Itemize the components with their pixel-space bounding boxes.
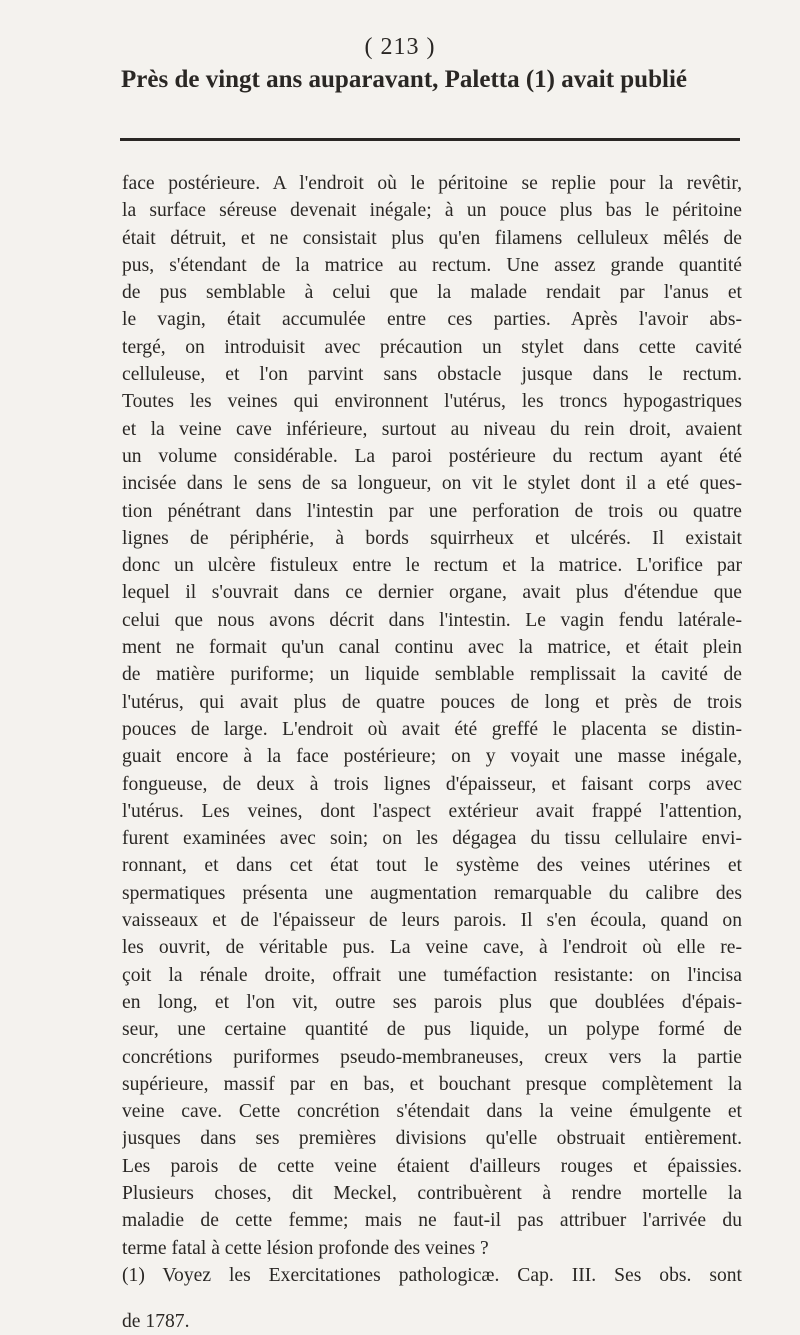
- text-line: celui que nous avons décrit dans l'intestin. Le vagin fendu latérale-: [122, 609, 742, 631]
- text-line: tion pénétrant dans l'intestin par une perforation de trois ou quatre: [122, 500, 742, 522]
- text-line: ronnant, et dans cet état tout le système des veines utérines et: [122, 855, 742, 877]
- text-line: spermatiques présenta une augmentation remarquable du calibre des: [122, 882, 742, 904]
- text-line: vaisseaux et de l'épaisseur de leurs parois. Il s'en écoula, quand on: [122, 910, 742, 932]
- text-line: et la veine cave inférieure, surtout au niveau du rein droit, avaient: [122, 418, 742, 440]
- page-number: ( 213 ): [364, 34, 436, 60]
- header-rule: [120, 138, 740, 141]
- text-line: donc un ulcère fistuleux entre le rectum et la matrice. L'orifice par: [122, 555, 742, 577]
- text-line: un volume considérable. La paroi postérieure du rectum ayant été: [122, 445, 742, 467]
- footnote-line: de 1787.: [122, 1311, 190, 1332]
- text-line: concrétions puriformes pseudo-membraneuses, creux vers la partie: [122, 1046, 742, 1068]
- text-line: en long, et l'on vit, outre ses parois plus que doublées d'épais-: [122, 991, 742, 1013]
- text-line: seur, une certaine quantité de pus liquide, un polype formé de: [122, 1019, 742, 1041]
- text-line: maladie de cette femme; mais ne faut-il pas attribuer l'arrivée du: [122, 1210, 742, 1232]
- text-line: incisée dans le sens de sa longueur, on vit le stylet dont il a eté ques-: [122, 473, 742, 495]
- text-line: la surface séreuse devenait inégale; à un pouce plus bas le péritoine: [122, 200, 742, 222]
- footnote-line: (1) Voyez les Exercitationes pathologicæ. Cap. III. Ses obs. sont: [122, 1264, 742, 1286]
- text-line: le vagin, était accumulée entre ces parties. Après l'avoir abs-: [122, 309, 742, 331]
- running-head: Près de vingt ans auparavant, Paletta (1) avait publié: [121, 66, 687, 93]
- text-line: terme fatal à cette lésion profonde des veines ?: [122, 1237, 489, 1259]
- text-line: Les parois de cette veine étaient d'ailleurs rouges et épaissies.: [122, 1155, 742, 1177]
- text-line: de matière puriforme; un liquide semblable remplissait la cavité de: [122, 664, 742, 686]
- text-line: fongueuse, de deux à trois lignes d'épaisseur, et faisant corps avec: [122, 773, 742, 795]
- text-line: lignes de périphérie, à bords squirrheux et ulcérés. Il existait: [122, 527, 742, 549]
- text-line: les ouvrit, de véritable pus. La veine cave, à l'endroit où elle re-: [122, 937, 742, 959]
- text-line: l'utérus, qui avait plus de quatre pouces de long et près de trois: [122, 691, 742, 713]
- text-line: pus, s'étendant de la matrice au rectum. Une assez grande quantité: [122, 254, 742, 276]
- footnote: [122, 1308, 742, 1335]
- text-line: était détruit, et ne consistait plus qu'en filamens celluleux mêlés de: [122, 227, 742, 249]
- text-line: tergé, on introduisit avec précaution un stylet dans cette cavité: [122, 336, 742, 358]
- text-line: pouces de large. L'endroit où avait été greffé le placenta se distin-: [122, 718, 742, 740]
- text-line: çoit la rénale droite, offrait une tuméfaction resistante: on l'incisa: [122, 964, 742, 986]
- text-line: jusques dans ses premières divisions qu'elle obstruait entièrement.: [122, 1128, 742, 1150]
- text-line: furent examinées avec soin; on les dégagea du tissu cellulaire envi-: [122, 828, 742, 850]
- text-line: de pus semblable à celui que la malade rendait par l'anus et: [122, 282, 742, 304]
- text-line: face postérieure. A l'endroit où le péritoine se replie pour la revêtir,: [122, 173, 742, 194]
- body-text: [122, 170, 742, 1289]
- text-line: lequel il s'ouvrait dans ce dernier organe, avait plus d'étendue que: [122, 582, 742, 604]
- text-line: supérieure, massif par en bas, et bouchant presque complètement la: [122, 1073, 742, 1095]
- text-line: Toutes les veines qui environnent l'utérus, les troncs hypogastriques: [122, 391, 742, 413]
- text-line: veine cave. Cette concrétion s'étendait dans la veine émulgente et: [122, 1101, 742, 1123]
- text-line: guait encore à la face postérieure; on y voyait une masse inégale,: [122, 746, 742, 768]
- text-line: Plusieurs choses, dit Meckel, contribuèrent à rendre mortelle la: [122, 1182, 742, 1204]
- text-line: celluleuse, et l'on parvint sans obstacle jusque dans le rectum.: [122, 364, 742, 386]
- text-line: ment ne formait qu'un canal continu avec la matrice, et était plein: [122, 637, 742, 659]
- text-line: l'utérus. Les veines, dont l'aspect extérieur avait frappé l'attention,: [122, 800, 742, 822]
